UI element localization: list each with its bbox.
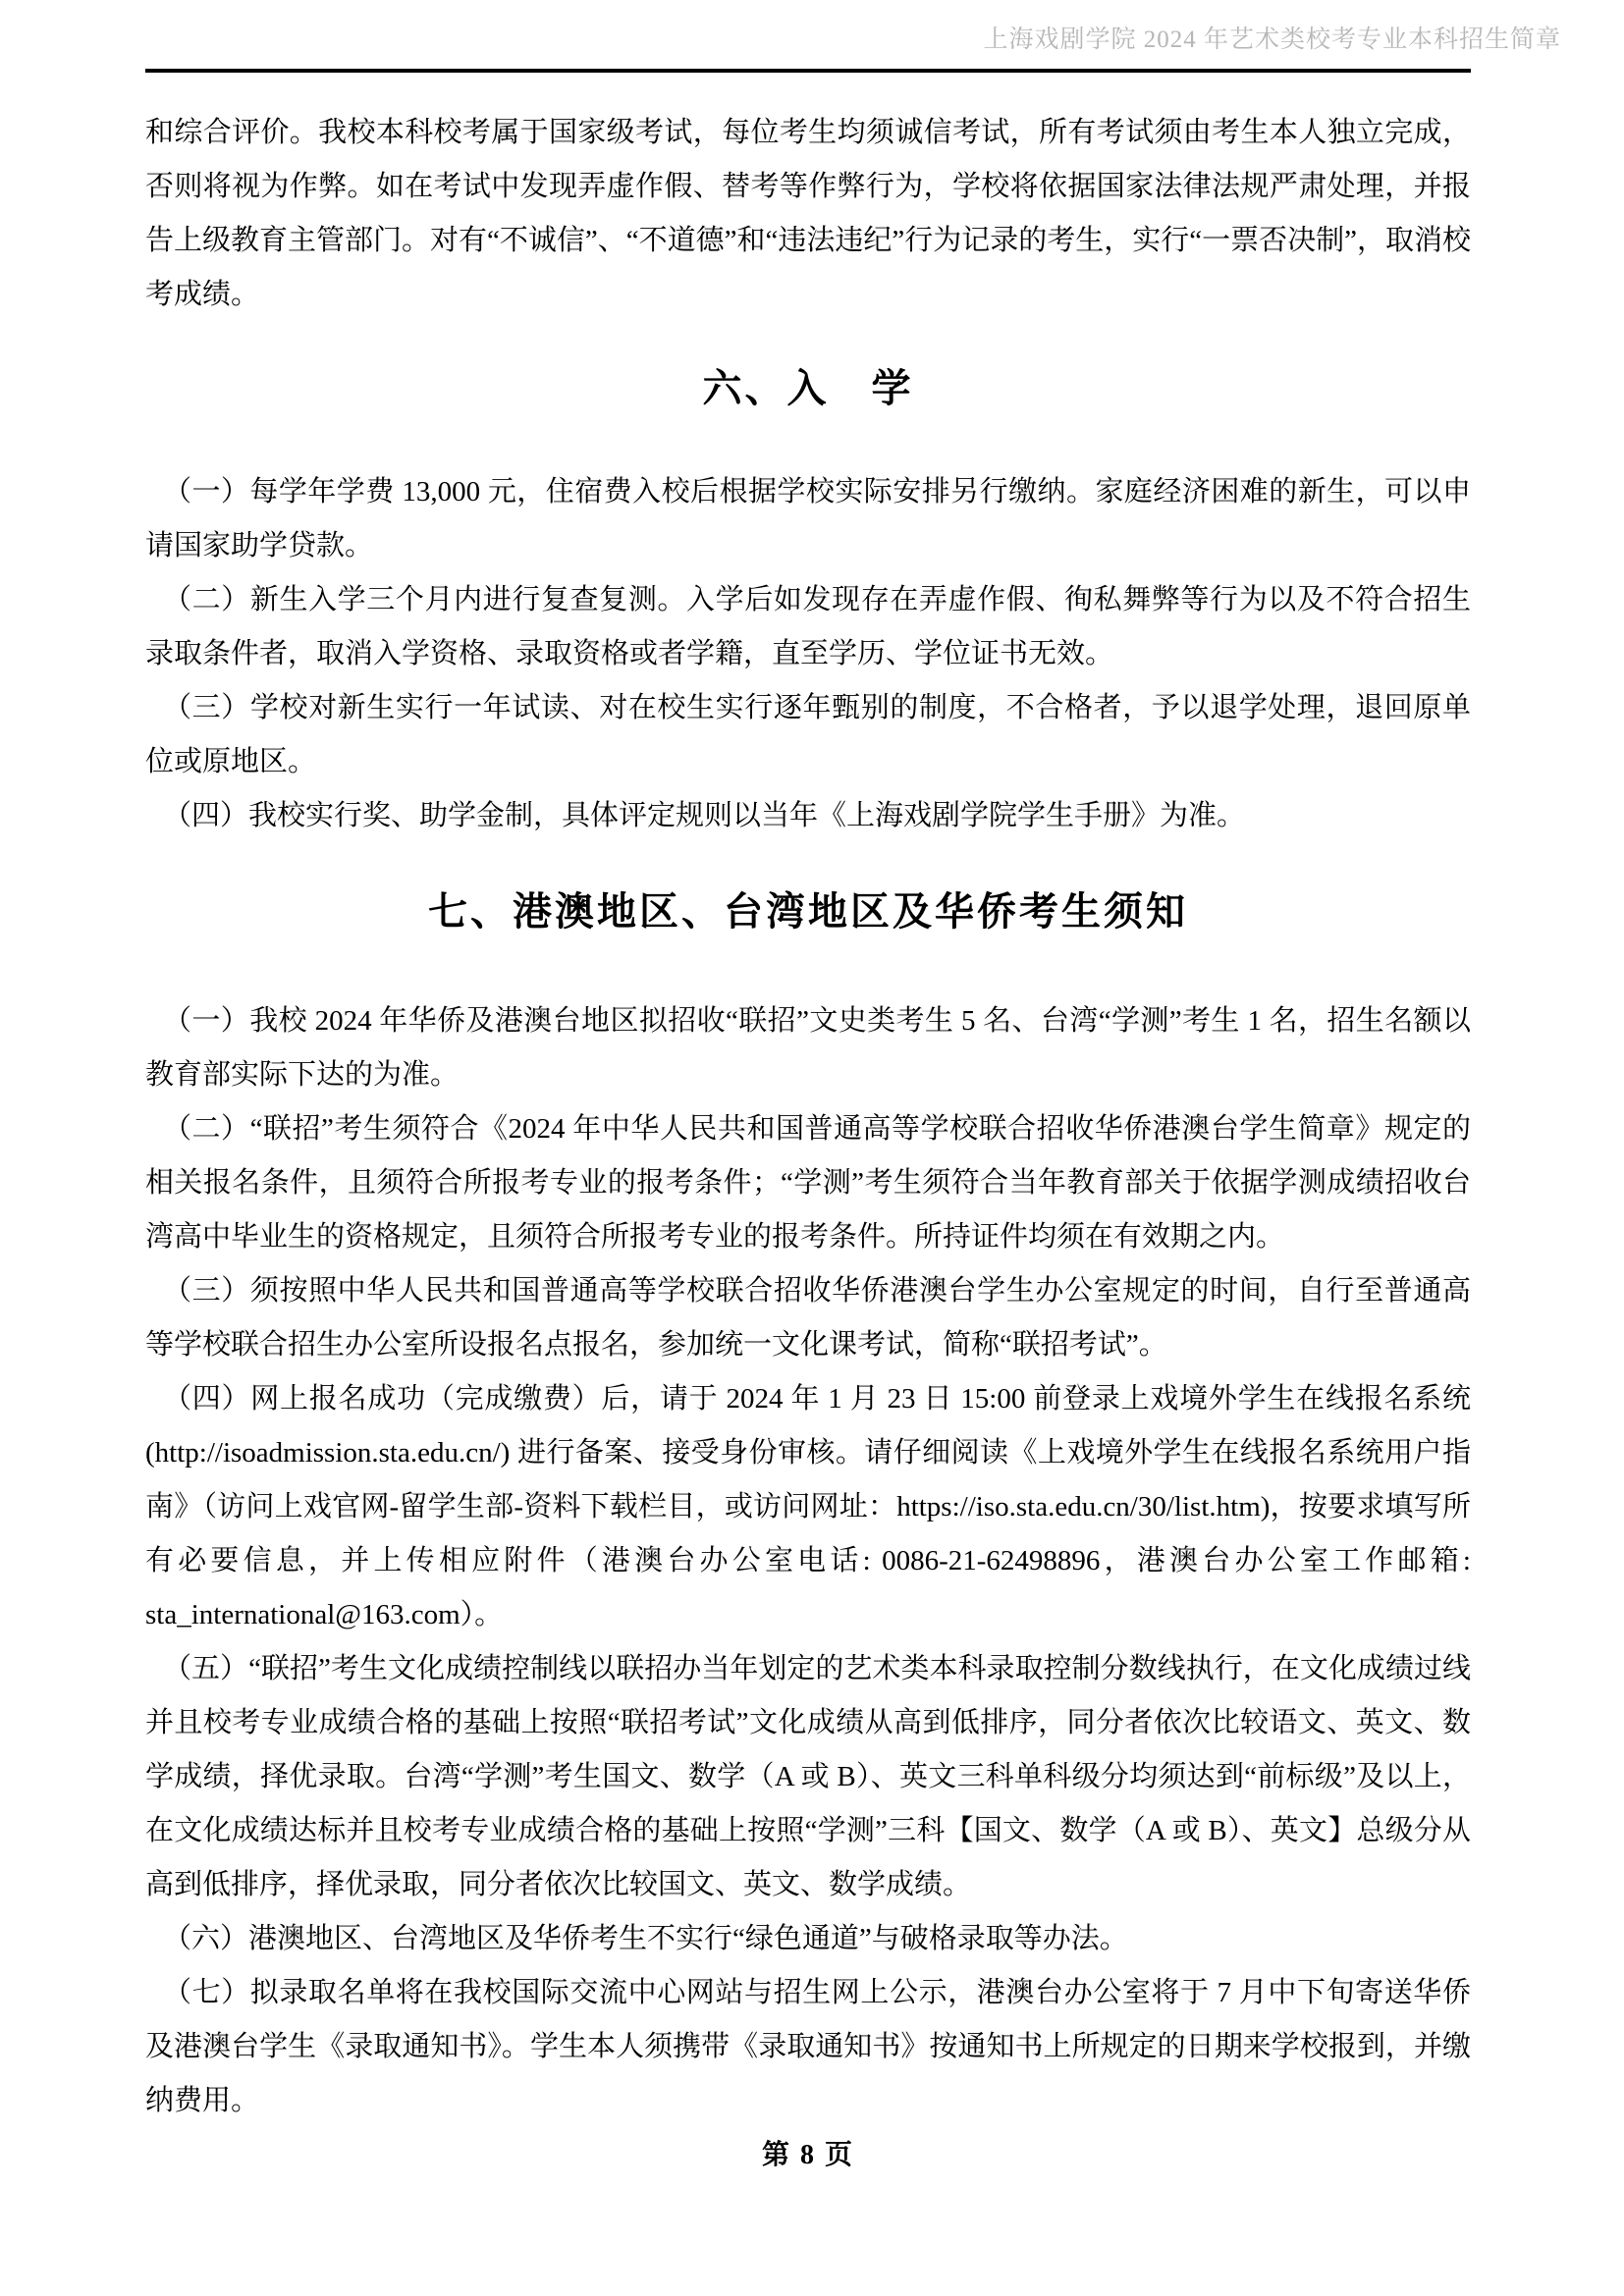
section-6-item-4: （四）我校实行奖、助学金制，具体评定规则以当年《上海戏剧学院学生手册》为准。: [163, 800, 1246, 831]
header-title: 上海戏剧学院 2024 年艺术类校考专业本科招生简章: [983, 27, 1561, 53]
document-body: [145, 106, 1471, 2128]
header-rule: [145, 69, 1471, 73]
section-6-item-2: （二）新生入学三个月内进行复查复测。入学后如发现存在弄虚作假、徇私舞弊等行为以及不符合招生录取条件者，取消入学资格、录取资格或者学籍，直至学历、学位证书无效。: [145, 584, 1471, 669]
section-7-item-5: （五）“联招”考生文化成绩控制线以联招办当年划定的艺术类本科录取控制分数线执行，在文化成绩过线并且校考专业成绩合格的基础上按照“联招考试”文化成绩从高到低排序，同分者依次比较语文、英文、数学成绩，择优录取。台湾“学测”考生国文、数学（A 或 B）、英文三科单科级分均须达到“前标级”及以上，在文化成绩达标并且校考专业成绩合格的基础上按照“学测”三科【国文、数学（A 或 B）、英文】总级分从高到低排序，择优录取，同分者依次比较国文、英文、数学成绩。: [145, 1653, 1471, 1900]
intro-paragraph: 和综合评价。我校本科校考属于国家级考试，每位考生均须诚信考试，所有考试须由考生本人独立完成，否则将视为作弊。如在考试中发现弄虚作假、替考等作弊行为，学校将依据国家法律法规严肃处理，并报告上级教育主管部门。对有“不诚信”、“不道德”和“违法违纪”行为记录的考生，实行“一票否决制”，取消校考成绩。: [145, 117, 1471, 310]
section-7-item-6: （六）港澳地区、台湾地区及华侨考生不实行“绿色通道”与破格录取等办法。: [163, 1923, 1128, 1954]
section-6-item-3: （三）学校对新生实行一年试读、对在校生实行逐年甄别的制度，不合格者，予以退学处理，退回原单位或原地区。: [145, 692, 1471, 777]
page-footer: [145, 2136, 1471, 2175]
section-7-item-2: （二）“联招”考生须符合《2024 年中华人民共和国普通高等学校联合招收华侨港澳台学生简章》规定的相关报名条件，且须符合所报考专业的报考条件；“学测”考生须符合当年教育部关于依据学测成绩招收台湾高中毕业生的资格规定，且须符合所报考专业的报考条件。所持证件均须在有效期之内。: [145, 1113, 1471, 1253]
section-7-item-3: （三）须按照中华人民共和国普通高等学校联合招收华侨港澳台学生办公室规定的时间，自行至普通高等学校联合招生办公室所设报名点报名，参加统一文化课考试，简称“联招考试”。: [145, 1275, 1471, 1361]
section-6-heading: 六、入 学: [702, 366, 914, 410]
page-number: 第 8 页: [761, 2140, 854, 2170]
section-7-heading: 七、港澳地区、台湾地区及华侨考生须知: [428, 889, 1188, 934]
section-6-item-1: （一）每学年学费 13,000 元，住宿费入校后根据学校实际安排另行缴纳。家庭经济困难的新生，可以申请国家助学贷款。: [145, 476, 1471, 561]
page-header: [145, 26, 1561, 73]
section-7-item-4: （四）网上报名成功（完成缴费）后，请于 2024 年 1 月 23 日 15:00 前登录上戏境外学生在线报名系统 (http://isoadmission.sta.edu.cn/) 进行备案、接受身份审核。请仔细阅读《上戏境外学生在线报名系统用户指南》（访问上戏官网-留学生部-资料下载栏目，或访问网址：https://iso.sta.edu.cn/30/list.htm)，按要求填写所有必要信息，并上传相应附件（港澳台办公室电话: 0086-21-62498896，港澳台办公室工作邮箱: sta_international@163.com）。: [145, 1383, 1471, 1630]
section-7-item-7: （七）拟录取名单将在我校国际交流中心网站与招生网上公示，港澳台办公室将于 7 月中下旬寄送华侨及港澳台学生《录取通知书》。学生本人须携带《录取通知书》按通知书上所规定的日期来学校报到，并缴纳费用。: [145, 1977, 1471, 2116]
section-7-item-1: （一）我校 2024 年华侨及港澳台地区拟招收“联招”文史类考生 5 名、台湾“学测”考生 1 名，招生名额以教育部实际下达的为准。: [145, 1005, 1471, 1091]
